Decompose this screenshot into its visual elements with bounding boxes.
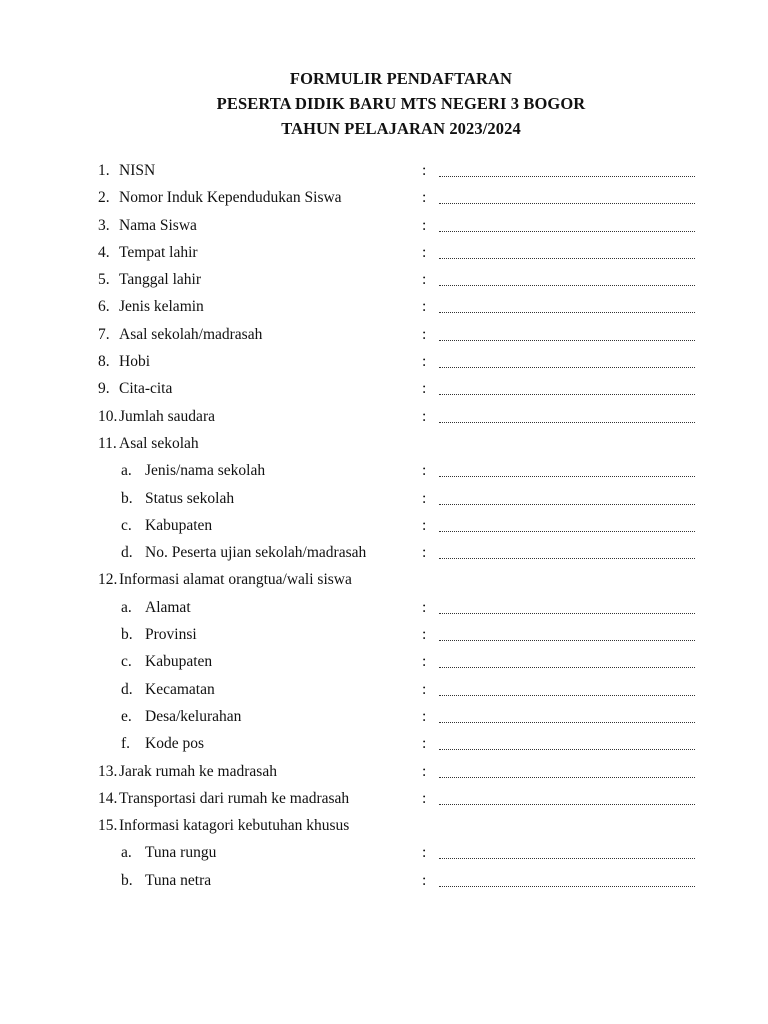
field-label: Kecamatan	[145, 680, 215, 698]
field-label: Asal sekolah/madrasah	[119, 325, 263, 343]
form-field-row	[0, 239, 768, 266]
field-number: 4.	[98, 243, 110, 261]
field-colon: :	[422, 189, 427, 207]
field-label: Status sekolah	[145, 489, 235, 507]
form-field-row	[0, 157, 768, 184]
field-colon: :	[422, 789, 427, 807]
fill-in-blank-line[interactable]	[439, 667, 695, 668]
fill-in-blank-line[interactable]	[439, 422, 695, 423]
field-label: Informasi alamat orangtua/wali siswa	[119, 571, 352, 589]
form-field-row	[0, 321, 768, 348]
title-line-1: FORMULIR PENDAFTARAN	[289, 69, 513, 88]
form-subfield-row	[0, 594, 768, 621]
field-label: Transportasi dari rumah ke madrasah	[119, 789, 350, 807]
field-number: b.	[121, 871, 133, 889]
fill-in-blank-line[interactable]	[439, 695, 695, 696]
field-number: 3.	[98, 216, 110, 234]
fill-in-blank-line[interactable]	[439, 231, 695, 232]
field-number: 7.	[98, 325, 110, 343]
fill-in-blank-line[interactable]	[439, 804, 695, 805]
field-colon: :	[422, 489, 427, 507]
field-number: a.	[121, 462, 132, 480]
fill-in-blank-line[interactable]	[439, 203, 695, 204]
fill-in-blank-line[interactable]	[439, 722, 695, 723]
field-colon: :	[422, 735, 427, 753]
field-label: Kabupaten	[145, 516, 213, 534]
field-label: Desa/kelurahan	[145, 707, 242, 725]
form-field-row	[0, 348, 768, 375]
form-subfield-row	[0, 457, 768, 484]
fill-in-blank-line[interactable]	[439, 504, 695, 505]
field-number: 13.	[98, 762, 118, 780]
field-number: 14.	[98, 789, 118, 807]
field-label: NISN	[119, 162, 156, 179]
field-colon: :	[422, 216, 427, 234]
field-colon: :	[422, 407, 427, 425]
field-number: 6.	[98, 298, 110, 316]
field-label: Jarak rumah ke madrasah	[119, 762, 277, 780]
field-colon: :	[422, 544, 427, 562]
form-subfield-row	[0, 867, 768, 894]
field-label: Hobi	[119, 353, 150, 371]
field-number: d.	[121, 680, 133, 698]
fill-in-blank-line[interactable]	[439, 886, 695, 887]
field-number: c.	[121, 653, 132, 671]
form-field-row	[0, 430, 768, 457]
form-subfield-row	[0, 839, 768, 866]
form-field-row	[0, 293, 768, 320]
fill-in-blank-line[interactable]	[439, 640, 695, 641]
form-subfield-row	[0, 539, 768, 566]
fill-in-blank-line[interactable]	[439, 858, 695, 859]
fill-in-blank-line[interactable]	[439, 558, 695, 559]
field-colon: :	[422, 626, 427, 644]
form-title	[0, 66, 768, 141]
title-line-2: PESERTA DIDIK BARU MTS NEGERI 3 BOGOR	[216, 94, 586, 113]
field-label: No. Peserta ujian sekolah/madrasah	[145, 544, 367, 562]
field-number: 1.	[98, 162, 110, 179]
field-colon: :	[422, 871, 427, 889]
field-label: Kode pos	[145, 735, 204, 753]
field-label: Asal sekolah	[119, 434, 199, 452]
form-field-row	[0, 184, 768, 211]
form-subfield-row	[0, 648, 768, 675]
field-label: Nama Siswa	[119, 216, 197, 234]
field-number: a.	[121, 844, 132, 862]
form-field-row	[0, 266, 768, 293]
form-subfield-row	[0, 485, 768, 512]
field-colon: :	[422, 162, 427, 179]
fill-in-blank-line[interactable]	[439, 531, 695, 532]
field-colon: :	[422, 298, 427, 316]
field-number: 2.	[98, 189, 110, 207]
form-field-row	[0, 758, 768, 785]
field-label: Cita-cita	[119, 380, 173, 398]
form-subfield-row	[0, 512, 768, 539]
field-number: 11.	[98, 434, 117, 452]
form-subfield-row	[0, 676, 768, 703]
field-number: d.	[121, 544, 133, 562]
fill-in-blank-line[interactable]	[439, 476, 695, 477]
field-label: Tanggal lahir	[119, 271, 201, 289]
fill-in-blank-line[interactable]	[439, 285, 695, 286]
field-label: Alamat	[145, 598, 191, 616]
fill-in-blank-line[interactable]	[439, 613, 695, 614]
field-label: Tempat lahir	[119, 243, 198, 261]
field-label: Jumlah saudara	[119, 407, 215, 425]
field-colon: :	[422, 707, 427, 725]
field-number: b.	[121, 626, 133, 644]
field-colon: :	[422, 243, 427, 261]
fill-in-blank-line[interactable]	[439, 312, 695, 313]
field-number: 8.	[98, 353, 110, 371]
field-number: b.	[121, 489, 133, 507]
field-colon: :	[422, 680, 427, 698]
field-number: 9.	[98, 380, 110, 398]
field-number: 15.	[98, 817, 118, 835]
field-colon: :	[422, 844, 427, 862]
field-label: Jenis kelamin	[119, 298, 204, 316]
form-field-row	[0, 403, 768, 430]
field-label: Tuna rungu	[145, 844, 217, 862]
fill-in-blank-line[interactable]	[439, 749, 695, 750]
field-colon: :	[422, 598, 427, 616]
fill-in-blank-line[interactable]	[439, 340, 695, 341]
field-label: Provinsi	[145, 626, 197, 644]
field-colon: :	[422, 516, 427, 534]
field-label: Kabupaten	[145, 653, 213, 671]
field-number: 10.	[98, 407, 118, 425]
form-subfield-row	[0, 730, 768, 757]
field-colon: :	[422, 380, 427, 398]
form-subfield-row	[0, 703, 768, 730]
form-field-row	[0, 375, 768, 402]
fill-in-blank-line[interactable]	[439, 777, 695, 778]
title-line-3: TAHUN PELAJARAN 2023/2024	[281, 119, 521, 138]
field-number: e.	[121, 707, 132, 725]
fill-in-blank-line[interactable]	[439, 394, 695, 395]
field-colon: :	[422, 653, 427, 671]
field-number: 5.	[98, 271, 110, 289]
form-field-row	[0, 812, 768, 839]
field-number: a.	[121, 598, 132, 616]
form-field-row	[0, 566, 768, 593]
field-label: Tuna netra	[145, 871, 212, 889]
form-field-list	[0, 157, 768, 894]
form-field-row	[0, 212, 768, 239]
form-subfield-row	[0, 621, 768, 648]
field-colon: :	[422, 762, 427, 780]
field-number: 12.	[98, 571, 118, 589]
field-label: Informasi katagori kebutuhan khusus	[119, 817, 350, 835]
field-number: f.	[121, 735, 131, 753]
fill-in-blank-line[interactable]	[439, 367, 695, 368]
field-colon: :	[422, 353, 427, 371]
field-colon: :	[422, 462, 427, 480]
fill-in-blank-line[interactable]	[439, 258, 695, 259]
field-label: Nomor Induk Kependudukan Siswa	[119, 189, 342, 207]
field-colon: :	[422, 325, 427, 343]
field-colon: :	[422, 271, 427, 289]
fill-in-blank-line[interactable]	[439, 176, 695, 177]
field-number: c.	[121, 516, 132, 534]
form-field-row	[0, 785, 768, 812]
field-label: Jenis/nama sekolah	[145, 462, 266, 480]
